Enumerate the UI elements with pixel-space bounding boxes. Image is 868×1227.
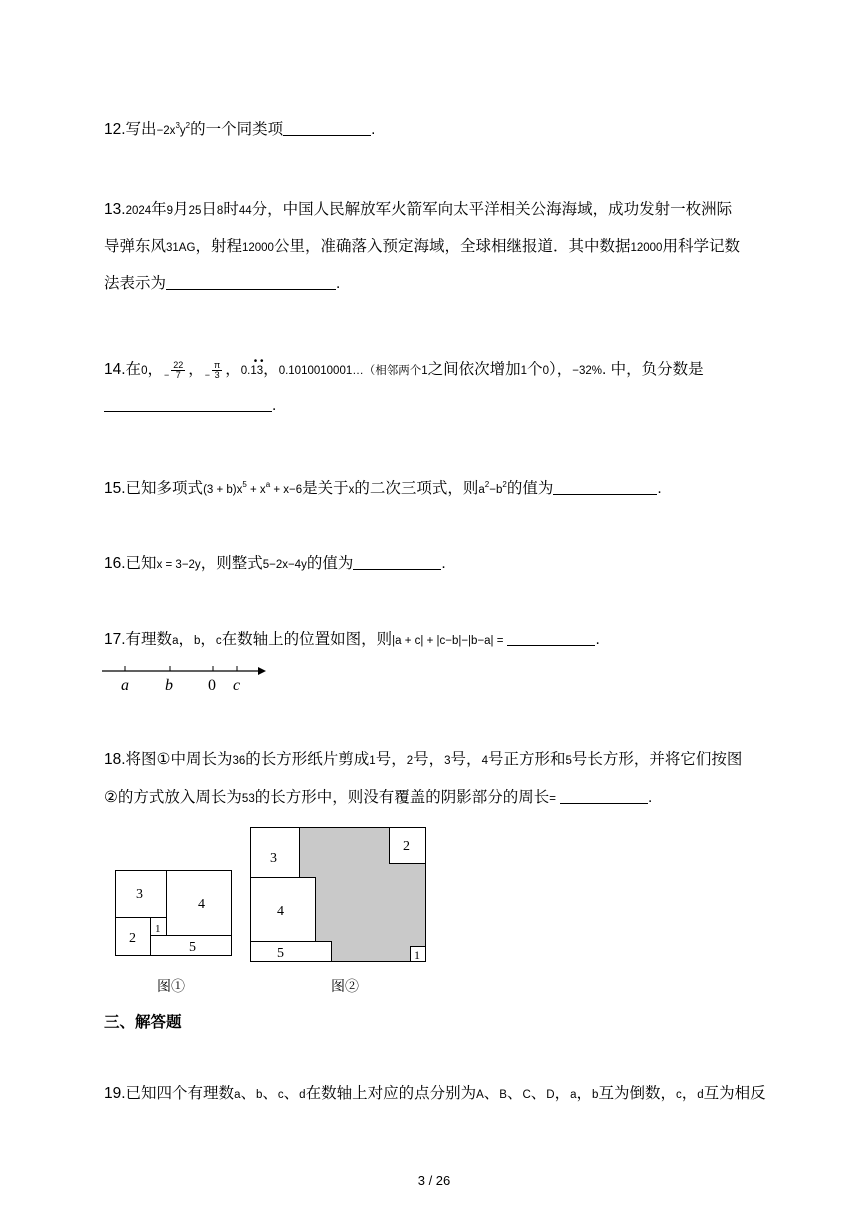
figure-2-caption: 图②	[331, 980, 359, 995]
fig1-label-1: 1	[155, 923, 161, 935]
question-17	[104, 630, 600, 651]
q19-s3b: 、	[530, 1085, 547, 1102]
question-12	[104, 120, 375, 141]
question-13-line-3	[104, 274, 340, 294]
question-13-line-2	[104, 237, 740, 258]
q18-n1: 1	[369, 755, 376, 767]
q17-a: a	[172, 635, 179, 647]
axis-label-0: 0	[208, 677, 216, 694]
q17-sep-1: ，	[178, 631, 194, 648]
q15-text-c: 的二次三项式，则	[354, 480, 479, 497]
q18-n2: 2	[406, 755, 414, 767]
q13-text-2a: 导弹东风	[104, 238, 167, 255]
fig2-label-1: 1	[414, 948, 420, 962]
q19-c: c	[277, 1089, 284, 1101]
q17-b: b	[193, 635, 201, 647]
q17-label: 17.有理数	[104, 631, 173, 648]
q13-answer-blank[interactable]	[166, 289, 336, 290]
q14-sep-1: ，	[147, 361, 163, 378]
page-number: 3 / 26	[417, 1173, 451, 1188]
q18-text-e: 号，	[413, 751, 445, 768]
q15-poly-2: + x	[246, 484, 266, 496]
q16-text-b: ，则整式	[200, 555, 263, 572]
q15-exp-a: a	[265, 480, 271, 489]
q15-poly-1: (3 + b)x	[203, 484, 243, 496]
q14-seq: 0.1010010001…	[278, 365, 364, 377]
q12-suffix: 的一个同类项	[190, 121, 284, 138]
q18-text-f: 号，	[450, 751, 482, 768]
figure-1-caption: 图①	[157, 980, 185, 995]
q16-end: .	[441, 555, 446, 572]
q19-c2: c	[675, 1089, 682, 1101]
q18-fig1-ref: ①	[156, 751, 171, 768]
q18-text-c: 的长方形纸片剪成	[245, 751, 370, 768]
q13-text-3: 法表示为	[104, 275, 167, 292]
q19-b: b	[255, 1089, 263, 1101]
figure-1	[112, 868, 236, 960]
q13-text-day: 日	[201, 201, 217, 218]
q18-end: .	[647, 789, 653, 806]
q16-text-c: 的值为	[306, 555, 354, 572]
q15-end: .	[657, 480, 662, 497]
q15-poly-3: + x−6	[270, 484, 303, 496]
repeat-dots: • •	[253, 356, 264, 367]
q19-sep2: ，	[681, 1085, 698, 1102]
q18-n4: 4	[481, 755, 488, 767]
q12-prefix: 12.写出	[104, 121, 157, 138]
q15-text-d: 的值为	[506, 480, 554, 497]
q13-minute: 44	[238, 205, 252, 217]
q15-exp-2b: 2	[502, 480, 507, 489]
q18-eq: =	[549, 793, 556, 805]
question-13-line-1	[104, 200, 732, 221]
q15-expr-a: a	[478, 484, 485, 496]
q14-answer-blank[interactable]	[104, 411, 272, 412]
q14-paren-b: 之间依次增加	[427, 361, 521, 378]
q12-end: .	[371, 121, 376, 138]
q13-text-2c: 公里，准确落入预定海域，全球相继报道．其中数据	[273, 238, 631, 255]
q14-fraction-pi-3: − $\frac{\pi}{3}$	[204, 360, 221, 380]
q18-text-b: 中周长为	[170, 751, 233, 768]
q13-text-1: 分，中国人民解放军火箭军向太平洋相关公海海域，成功发射一枚洲际	[251, 201, 733, 218]
q19-s1: 、	[240, 1085, 256, 1102]
question-16	[104, 554, 446, 575]
q14-label: 14.在	[104, 361, 142, 378]
q14-sep-2: ，	[188, 361, 204, 378]
q19-A: A	[476, 1089, 484, 1101]
fig1-label-3: 3	[136, 887, 143, 902]
section-title: 三、解答题	[104, 1014, 182, 1031]
q14-sep-3: ，	[225, 361, 241, 378]
q14-fraction-22-7: − $\frac{22}{7}$	[163, 360, 184, 380]
q19-sep: ，	[576, 1085, 593, 1102]
q13-text-2b: ，射程	[195, 238, 242, 255]
q15-expr-b: −b	[489, 484, 503, 496]
q13-text-year: 年	[151, 201, 167, 218]
q13-data: 12000	[630, 242, 663, 254]
q13-text-month: 月	[173, 201, 189, 218]
q19-d2: d	[697, 1089, 704, 1101]
q14-zero: 0	[141, 365, 148, 377]
q19-s3: 、	[283, 1085, 300, 1102]
q19-D: D	[546, 1089, 555, 1101]
question-18-line-1	[104, 750, 742, 771]
q19-text-c: ，	[554, 1085, 571, 1102]
q14-paren-d: ），	[549, 361, 573, 378]
q17-c: c	[215, 635, 222, 647]
axis-label-b: b	[165, 677, 173, 694]
q13-hour: 8	[216, 205, 224, 217]
frac2-den: 3	[214, 370, 220, 380]
fig2-label-2: 2	[403, 839, 410, 854]
q12-y: y	[179, 125, 186, 137]
q15-exp-2a: 2	[484, 480, 490, 489]
q15-label: 15.已知多项式	[104, 480, 204, 497]
q15-answer-blank[interactable]	[553, 494, 657, 495]
q13-year: 2024	[125, 205, 152, 217]
fig1-label-2: 2	[129, 931, 136, 946]
question-19	[104, 1084, 766, 1105]
q12-exp2: 2	[185, 121, 191, 130]
q18-text-g: 号正方形和	[487, 751, 566, 768]
q19-B: B	[499, 1089, 507, 1101]
q18-n5: 5	[565, 755, 572, 767]
q12-answer-blank[interactable]	[283, 135, 371, 136]
frac2-num: π	[214, 360, 221, 370]
q12-exp1: 3	[175, 121, 180, 130]
q19-s1b: 、	[483, 1085, 500, 1102]
q13-day: 25	[188, 205, 202, 217]
q18-fig2-ref: ②	[104, 789, 118, 806]
q14-text-b: . 中，负分数是	[602, 361, 704, 378]
q17-sep-2: ，	[200, 631, 216, 648]
q15-exp-5: 5	[242, 480, 247, 489]
q13-label: 13.	[104, 201, 126, 218]
q18-perimeter-1: 36	[232, 755, 246, 767]
q15-text-b: 是关于	[302, 480, 349, 497]
q14-pct: −32%	[572, 365, 602, 377]
question-18-line-2	[104, 788, 652, 809]
q17-answer-blank[interactable]	[507, 645, 595, 646]
q19-b2: b	[592, 1089, 599, 1101]
q18-text-2b: 的长方形中，则没有覆盖的阴影部分的周长	[254, 789, 550, 806]
q14-rep: 0.13	[240, 365, 264, 377]
q17-expr: |a + c| + |c−b|−|b−a| =	[392, 635, 504, 647]
q15-x: x	[348, 484, 355, 496]
q16-cond: x = 3−2y	[156, 559, 201, 571]
arrow-icon	[258, 667, 266, 675]
q13-text-hour: 时	[223, 201, 239, 218]
q19-s2b: 、	[506, 1085, 523, 1102]
q14-one: 1	[421, 365, 428, 377]
q14-repeating-decimal	[240, 356, 264, 381]
frac1-num: 22	[173, 360, 184, 370]
q14-zero2: 0	[542, 365, 549, 377]
figure-2	[248, 825, 428, 963]
q19-a: a	[234, 1089, 241, 1101]
question-14-line-1	[104, 356, 704, 381]
q19-C: C	[522, 1089, 531, 1101]
q18-text-2a: 的方式放入周长为	[117, 789, 242, 806]
axis-label-c: c	[233, 677, 241, 694]
fig1-label-5: 5	[189, 940, 196, 955]
q19-text-d: 互为倒数，	[598, 1085, 676, 1102]
q19-label: 19.已知四个有理数	[104, 1085, 235, 1102]
q18-text-d: 号，	[375, 751, 407, 768]
q13-text-2d: 用科学记数	[662, 238, 740, 255]
q18-text-h: 号长方形，并将它们按图	[571, 751, 743, 768]
q14-sep-4: ，	[263, 361, 279, 378]
q14-paren-c: 个	[527, 361, 543, 378]
q13-model: 31AG	[166, 242, 196, 254]
fig2-label-4: 4	[277, 904, 284, 919]
q14-end: .	[272, 397, 277, 414]
q14-one2: 1	[520, 365, 528, 377]
q19-s2: 、	[262, 1085, 278, 1102]
q19-text-e: 互为相反	[703, 1085, 766, 1102]
q18-perimeter-2: 53	[241, 793, 255, 805]
fig2-label-5: 5	[277, 946, 284, 961]
q17-end: .	[595, 631, 600, 648]
q14-paren-a: （相邻两个	[363, 365, 422, 377]
q18-answer-blank[interactable]	[560, 803, 648, 804]
q12-expr: −2x	[156, 125, 176, 137]
fig1-label-4: 4	[198, 897, 205, 912]
q19-d: d	[299, 1089, 306, 1101]
q13-end: .	[336, 275, 341, 292]
q17-text-b: 在数轴上的位置如图，则	[221, 631, 393, 648]
q13-range: 12000	[241, 242, 274, 254]
q16-label: 16.已知	[104, 555, 157, 572]
q18-n3: 3	[444, 755, 451, 767]
number-line	[100, 660, 270, 696]
frac1-den: 7	[175, 370, 181, 380]
question-15	[104, 479, 662, 500]
q19-a2: a	[570, 1089, 577, 1101]
question-14-line-2	[104, 396, 276, 416]
q13-month: 9	[166, 205, 174, 217]
q16-expr: 5−2x−4y	[262, 559, 307, 571]
q18-label: 18.将图	[104, 751, 157, 768]
q16-answer-blank[interactable]	[353, 569, 441, 570]
q19-text-b: 在数轴上对应的点分别为	[305, 1085, 477, 1102]
axis-label-a: a	[121, 677, 129, 694]
fig2-label-3: 3	[270, 851, 277, 866]
